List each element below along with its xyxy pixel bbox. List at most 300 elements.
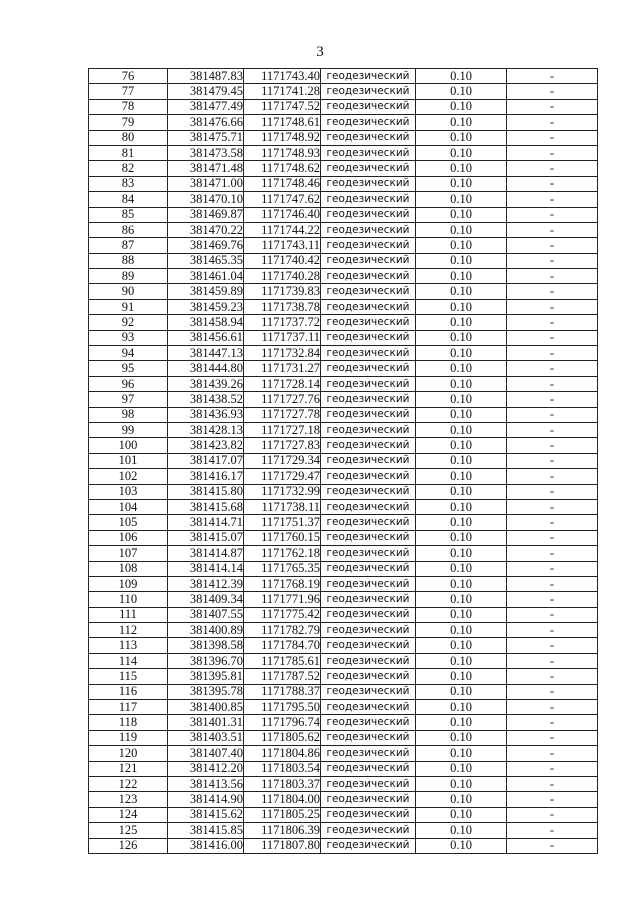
x-coordinate-cell: 381475.71: [168, 130, 244, 145]
note-cell: -: [507, 807, 598, 822]
table-row: [89, 515, 598, 530]
y-coordinate-cell: 1171746.40: [244, 207, 321, 222]
table-row: [89, 561, 598, 576]
point-number-cell: 117: [89, 700, 168, 715]
note-cell: -: [507, 438, 598, 453]
x-coordinate-cell: 381414.87: [168, 546, 244, 561]
note-cell: -: [507, 638, 598, 653]
x-coordinate-cell: 381415.80: [168, 484, 244, 499]
note-cell: -: [507, 700, 598, 715]
method-cell: геодезический: [321, 469, 416, 484]
method-cell: геодезический: [321, 700, 416, 715]
method-cell: геодезический: [321, 592, 416, 607]
y-coordinate-cell: 1171748.62: [244, 161, 321, 176]
point-number-cell: 121: [89, 761, 168, 776]
method-cell: геодезический: [321, 838, 416, 853]
x-coordinate-cell: 381414.14: [168, 561, 244, 576]
point-number-cell: 118: [89, 715, 168, 730]
note-cell: -: [507, 715, 598, 730]
table-row: [89, 530, 598, 545]
method-cell: геодезический: [321, 576, 416, 591]
y-coordinate-cell: 1171796.74: [244, 715, 321, 730]
method-cell: геодезический: [321, 438, 416, 453]
note-cell: -: [507, 407, 598, 422]
note-cell: -: [507, 561, 598, 576]
method-cell: геодезический: [321, 499, 416, 514]
method-cell: геодезический: [321, 515, 416, 530]
x-coordinate-cell: 381444.80: [168, 361, 244, 376]
table-row: [89, 84, 598, 99]
method-cell: геодезический: [321, 346, 416, 361]
x-coordinate-cell: 381436.93: [168, 407, 244, 422]
y-coordinate-cell: 1171727.18: [244, 422, 321, 437]
table-row: [89, 238, 598, 253]
x-coordinate-cell: 381417.07: [168, 453, 244, 468]
y-coordinate-cell: 1171738.11: [244, 499, 321, 514]
table-row: [89, 607, 598, 622]
y-coordinate-cell: 1171785.61: [244, 653, 321, 668]
y-coordinate-cell: 1171744.22: [244, 222, 321, 237]
note-cell: -: [507, 130, 598, 145]
method-cell: геодезический: [321, 484, 416, 499]
x-coordinate-cell: 381470.22: [168, 222, 244, 237]
note-cell: -: [507, 361, 598, 376]
method-cell: геодезический: [321, 730, 416, 745]
point-number-cell: 122: [89, 776, 168, 791]
accuracy-cell: 0.10: [416, 592, 507, 607]
y-coordinate-cell: 1171727.78: [244, 407, 321, 422]
y-coordinate-cell: 1171748.46: [244, 176, 321, 191]
table-row: [89, 315, 598, 330]
x-coordinate-cell: 381439.26: [168, 376, 244, 391]
point-number-cell: 113: [89, 638, 168, 653]
note-cell: -: [507, 84, 598, 99]
x-coordinate-cell: 381470.10: [168, 192, 244, 207]
note-cell: -: [507, 592, 598, 607]
y-coordinate-cell: 1171803.37: [244, 776, 321, 791]
x-coordinate-cell: 381409.34: [168, 592, 244, 607]
point-number-cell: 84: [89, 192, 168, 207]
x-coordinate-cell: 381459.23: [168, 299, 244, 314]
table-row: [89, 499, 598, 514]
y-coordinate-cell: 1171803.54: [244, 761, 321, 776]
x-coordinate-cell: 381401.31: [168, 715, 244, 730]
x-coordinate-cell: 381395.78: [168, 684, 244, 699]
table-row: [89, 253, 598, 268]
note-cell: -: [507, 192, 598, 207]
table-row: [89, 99, 598, 114]
point-number-cell: 116: [89, 684, 168, 699]
y-coordinate-cell: 1171743.40: [244, 69, 321, 84]
method-cell: геодезический: [321, 99, 416, 114]
note-cell: -: [507, 284, 598, 299]
y-coordinate-cell: 1171740.28: [244, 269, 321, 284]
x-coordinate-cell: 381403.51: [168, 730, 244, 745]
y-coordinate-cell: 1171784.70: [244, 638, 321, 653]
x-coordinate-cell: 381415.62: [168, 807, 244, 822]
x-coordinate-cell: 381471.00: [168, 176, 244, 191]
x-coordinate-cell: 381396.70: [168, 653, 244, 668]
x-coordinate-cell: 381459.89: [168, 284, 244, 299]
accuracy-cell: 0.10: [416, 392, 507, 407]
point-number-cell: 108: [89, 561, 168, 576]
point-number-cell: 86: [89, 222, 168, 237]
point-number-cell: 104: [89, 499, 168, 514]
accuracy-cell: 0.10: [416, 99, 507, 114]
point-number-cell: 77: [89, 84, 168, 99]
accuracy-cell: 0.10: [416, 253, 507, 268]
x-coordinate-cell: 381412.39: [168, 576, 244, 591]
method-cell: геодезический: [321, 761, 416, 776]
method-cell: геодезический: [321, 115, 416, 130]
note-cell: -: [507, 392, 598, 407]
note-cell: -: [507, 299, 598, 314]
note-cell: -: [507, 161, 598, 176]
x-coordinate-cell: 381400.89: [168, 623, 244, 638]
table-row: [89, 807, 598, 822]
method-cell: геодезический: [321, 776, 416, 791]
point-number-cell: 91: [89, 299, 168, 314]
note-cell: -: [507, 669, 598, 684]
table-row: [89, 130, 598, 145]
y-coordinate-cell: 1171807.80: [244, 838, 321, 853]
accuracy-cell: 0.10: [416, 130, 507, 145]
y-coordinate-cell: 1171727.83: [244, 438, 321, 453]
point-number-cell: 109: [89, 576, 168, 591]
note-cell: -: [507, 530, 598, 545]
x-coordinate-cell: 381473.58: [168, 145, 244, 160]
method-cell: геодезический: [321, 638, 416, 653]
table-row: [89, 638, 598, 653]
method-cell: геодезический: [321, 453, 416, 468]
table-row: [89, 592, 598, 607]
table-row: [89, 69, 598, 84]
x-coordinate-cell: 381400.85: [168, 700, 244, 715]
y-coordinate-cell: 1171775.42: [244, 607, 321, 622]
accuracy-cell: 0.10: [416, 284, 507, 299]
method-cell: геодезический: [321, 715, 416, 730]
y-coordinate-cell: 1171738.78: [244, 299, 321, 314]
point-number-cell: 114: [89, 653, 168, 668]
x-coordinate-cell: 381414.90: [168, 792, 244, 807]
method-cell: геодезический: [321, 222, 416, 237]
method-cell: геодезический: [321, 84, 416, 99]
note-cell: -: [507, 684, 598, 699]
point-number-cell: 126: [89, 838, 168, 853]
note-cell: -: [507, 838, 598, 853]
y-coordinate-cell: 1171727.76: [244, 392, 321, 407]
accuracy-cell: 0.10: [416, 438, 507, 453]
note-cell: -: [507, 576, 598, 591]
accuracy-cell: 0.10: [416, 792, 507, 807]
accuracy-cell: 0.10: [416, 838, 507, 853]
y-coordinate-cell: 1171804.00: [244, 792, 321, 807]
accuracy-cell: 0.10: [416, 746, 507, 761]
method-cell: геодезический: [321, 376, 416, 391]
method-cell: геодезический: [321, 607, 416, 622]
note-cell: -: [507, 253, 598, 268]
table-row: [89, 269, 598, 284]
point-number-cell: 96: [89, 376, 168, 391]
method-cell: геодезический: [321, 269, 416, 284]
note-cell: -: [507, 453, 598, 468]
y-coordinate-cell: 1171748.93: [244, 145, 321, 160]
point-number-cell: 76: [89, 69, 168, 84]
accuracy-cell: 0.10: [416, 192, 507, 207]
accuracy-cell: 0.10: [416, 515, 507, 530]
point-number-cell: 103: [89, 484, 168, 499]
note-cell: -: [507, 330, 598, 345]
method-cell: геодезический: [321, 207, 416, 222]
x-coordinate-cell: 381428.13: [168, 422, 244, 437]
accuracy-cell: 0.10: [416, 376, 507, 391]
note-cell: -: [507, 776, 598, 791]
point-number-cell: 125: [89, 823, 168, 838]
method-cell: геодезический: [321, 161, 416, 176]
accuracy-cell: 0.10: [416, 161, 507, 176]
accuracy-cell: 0.10: [416, 653, 507, 668]
x-coordinate-cell: 381415.68: [168, 499, 244, 514]
method-cell: геодезический: [321, 192, 416, 207]
note-cell: -: [507, 653, 598, 668]
table-row: [89, 761, 598, 776]
x-coordinate-cell: 381413.56: [168, 776, 244, 791]
y-coordinate-cell: 1171762.18: [244, 546, 321, 561]
accuracy-cell: 0.10: [416, 576, 507, 591]
coordinates-table: [88, 68, 598, 854]
table-row: [89, 776, 598, 791]
point-number-cell: 94: [89, 346, 168, 361]
note-cell: -: [507, 515, 598, 530]
table-row: [89, 330, 598, 345]
note-cell: -: [507, 499, 598, 514]
x-coordinate-cell: 381447.13: [168, 346, 244, 361]
x-coordinate-cell: 381407.55: [168, 607, 244, 622]
table-row: [89, 838, 598, 853]
point-number-cell: 81: [89, 145, 168, 160]
y-coordinate-cell: 1171748.61: [244, 115, 321, 130]
point-number-cell: 78: [89, 99, 168, 114]
accuracy-cell: 0.10: [416, 346, 507, 361]
note-cell: -: [507, 546, 598, 561]
table-row: [89, 792, 598, 807]
y-coordinate-cell: 1171743.11: [244, 238, 321, 253]
accuracy-cell: 0.10: [416, 422, 507, 437]
point-number-cell: 105: [89, 515, 168, 530]
method-cell: геодезический: [321, 422, 416, 437]
accuracy-cell: 0.10: [416, 222, 507, 237]
table-row: [89, 192, 598, 207]
method-cell: геодезический: [321, 330, 416, 345]
y-coordinate-cell: 1171739.83: [244, 284, 321, 299]
accuracy-cell: 0.10: [416, 315, 507, 330]
y-coordinate-cell: 1171748.92: [244, 130, 321, 145]
x-coordinate-cell: 381469.76: [168, 238, 244, 253]
table-row: [89, 653, 598, 668]
note-cell: -: [507, 823, 598, 838]
point-number-cell: 101: [89, 453, 168, 468]
method-cell: геодезический: [321, 561, 416, 576]
accuracy-cell: 0.10: [416, 176, 507, 191]
method-cell: геодезический: [321, 130, 416, 145]
accuracy-cell: 0.10: [416, 484, 507, 499]
x-coordinate-cell: 381412.20: [168, 761, 244, 776]
note-cell: -: [507, 761, 598, 776]
note-cell: -: [507, 746, 598, 761]
accuracy-cell: 0.10: [416, 607, 507, 622]
y-coordinate-cell: 1171805.62: [244, 730, 321, 745]
point-number-cell: 110: [89, 592, 168, 607]
accuracy-cell: 0.10: [416, 207, 507, 222]
point-number-cell: 83: [89, 176, 168, 191]
x-coordinate-cell: 381471.48: [168, 161, 244, 176]
note-cell: -: [507, 376, 598, 391]
note-cell: -: [507, 623, 598, 638]
method-cell: геодезический: [321, 792, 416, 807]
point-number-cell: 97: [89, 392, 168, 407]
table-row: [89, 438, 598, 453]
x-coordinate-cell: 381415.85: [168, 823, 244, 838]
accuracy-cell: 0.10: [416, 700, 507, 715]
y-coordinate-cell: 1171760.15: [244, 530, 321, 545]
table-row: [89, 115, 598, 130]
table-row: [89, 684, 598, 699]
accuracy-cell: 0.10: [416, 115, 507, 130]
point-number-cell: 99: [89, 422, 168, 437]
point-number-cell: 111: [89, 607, 168, 622]
method-cell: геодезический: [321, 299, 416, 314]
x-coordinate-cell: 381456.61: [168, 330, 244, 345]
method-cell: геодезический: [321, 69, 416, 84]
x-coordinate-cell: 381465.35: [168, 253, 244, 268]
y-coordinate-cell: 1171741.28: [244, 84, 321, 99]
point-number-cell: 123: [89, 792, 168, 807]
note-cell: -: [507, 469, 598, 484]
y-coordinate-cell: 1171728.14: [244, 376, 321, 391]
x-coordinate-cell: 381458.94: [168, 315, 244, 330]
point-number-cell: 95: [89, 361, 168, 376]
table-row: [89, 623, 598, 638]
y-coordinate-cell: 1171732.99: [244, 484, 321, 499]
method-cell: геодезический: [321, 669, 416, 684]
x-coordinate-cell: 381469.87: [168, 207, 244, 222]
table-row: [89, 407, 598, 422]
y-coordinate-cell: 1171768.19: [244, 576, 321, 591]
point-number-cell: 87: [89, 238, 168, 253]
y-coordinate-cell: 1171731.27: [244, 361, 321, 376]
page-number: 3: [316, 44, 324, 60]
point-number-cell: 98: [89, 407, 168, 422]
y-coordinate-cell: 1171747.62: [244, 192, 321, 207]
y-coordinate-cell: 1171765.35: [244, 561, 321, 576]
note-cell: -: [507, 315, 598, 330]
note-cell: -: [507, 238, 598, 253]
x-coordinate-cell: 381398.58: [168, 638, 244, 653]
note-cell: -: [507, 607, 598, 622]
method-cell: геодезический: [321, 145, 416, 160]
note-cell: -: [507, 145, 598, 160]
point-number-cell: 106: [89, 530, 168, 545]
table-row: [89, 669, 598, 684]
point-number-cell: 112: [89, 623, 168, 638]
y-coordinate-cell: 1171804.86: [244, 746, 321, 761]
y-coordinate-cell: 1171787.52: [244, 669, 321, 684]
table-row: [89, 376, 598, 391]
method-cell: геодезический: [321, 253, 416, 268]
point-number-cell: 80: [89, 130, 168, 145]
y-coordinate-cell: 1171806.39: [244, 823, 321, 838]
table-row: [89, 469, 598, 484]
x-coordinate-cell: 381416.00: [168, 838, 244, 853]
method-cell: геодезический: [321, 823, 416, 838]
x-coordinate-cell: 381414.71: [168, 515, 244, 530]
accuracy-cell: 0.10: [416, 623, 507, 638]
method-cell: геодезический: [321, 315, 416, 330]
table-row: [89, 361, 598, 376]
note-cell: -: [507, 115, 598, 130]
point-number-cell: 102: [89, 469, 168, 484]
y-coordinate-cell: 1171771.96: [244, 592, 321, 607]
method-cell: геодезический: [321, 407, 416, 422]
accuracy-cell: 0.10: [416, 823, 507, 838]
note-cell: -: [507, 269, 598, 284]
accuracy-cell: 0.10: [416, 730, 507, 745]
method-cell: геодезический: [321, 623, 416, 638]
table-row: [89, 222, 598, 237]
accuracy-cell: 0.10: [416, 684, 507, 699]
point-number-cell: 85: [89, 207, 168, 222]
note-cell: -: [507, 484, 598, 499]
x-coordinate-cell: 381477.49: [168, 99, 244, 114]
y-coordinate-cell: 1171751.37: [244, 515, 321, 530]
method-cell: геодезический: [321, 746, 416, 761]
table-row: [89, 453, 598, 468]
y-coordinate-cell: 1171737.11: [244, 330, 321, 345]
method-cell: геодезический: [321, 807, 416, 822]
table-row: [89, 161, 598, 176]
y-coordinate-cell: 1171737.72: [244, 315, 321, 330]
table-row: [89, 392, 598, 407]
point-number-cell: 115: [89, 669, 168, 684]
note-cell: -: [507, 422, 598, 437]
accuracy-cell: 0.10: [416, 145, 507, 160]
note-cell: -: [507, 792, 598, 807]
x-coordinate-cell: 381415.07: [168, 530, 244, 545]
table-row: [89, 299, 598, 314]
y-coordinate-cell: 1171795.50: [244, 700, 321, 715]
point-number-cell: 89: [89, 269, 168, 284]
table-row: [89, 576, 598, 591]
accuracy-cell: 0.10: [416, 669, 507, 684]
table-row: [89, 346, 598, 361]
note-cell: -: [507, 346, 598, 361]
accuracy-cell: 0.10: [416, 638, 507, 653]
table-row: [89, 484, 598, 499]
accuracy-cell: 0.10: [416, 269, 507, 284]
accuracy-cell: 0.10: [416, 715, 507, 730]
accuracy-cell: 0.10: [416, 546, 507, 561]
x-coordinate-cell: 381416.17: [168, 469, 244, 484]
accuracy-cell: 0.10: [416, 84, 507, 99]
table-row: [89, 145, 598, 160]
accuracy-cell: 0.10: [416, 299, 507, 314]
point-number-cell: 124: [89, 807, 168, 822]
table-row: [89, 546, 598, 561]
note-cell: -: [507, 69, 598, 84]
accuracy-cell: 0.10: [416, 807, 507, 822]
accuracy-cell: 0.10: [416, 469, 507, 484]
point-number-cell: 120: [89, 746, 168, 761]
